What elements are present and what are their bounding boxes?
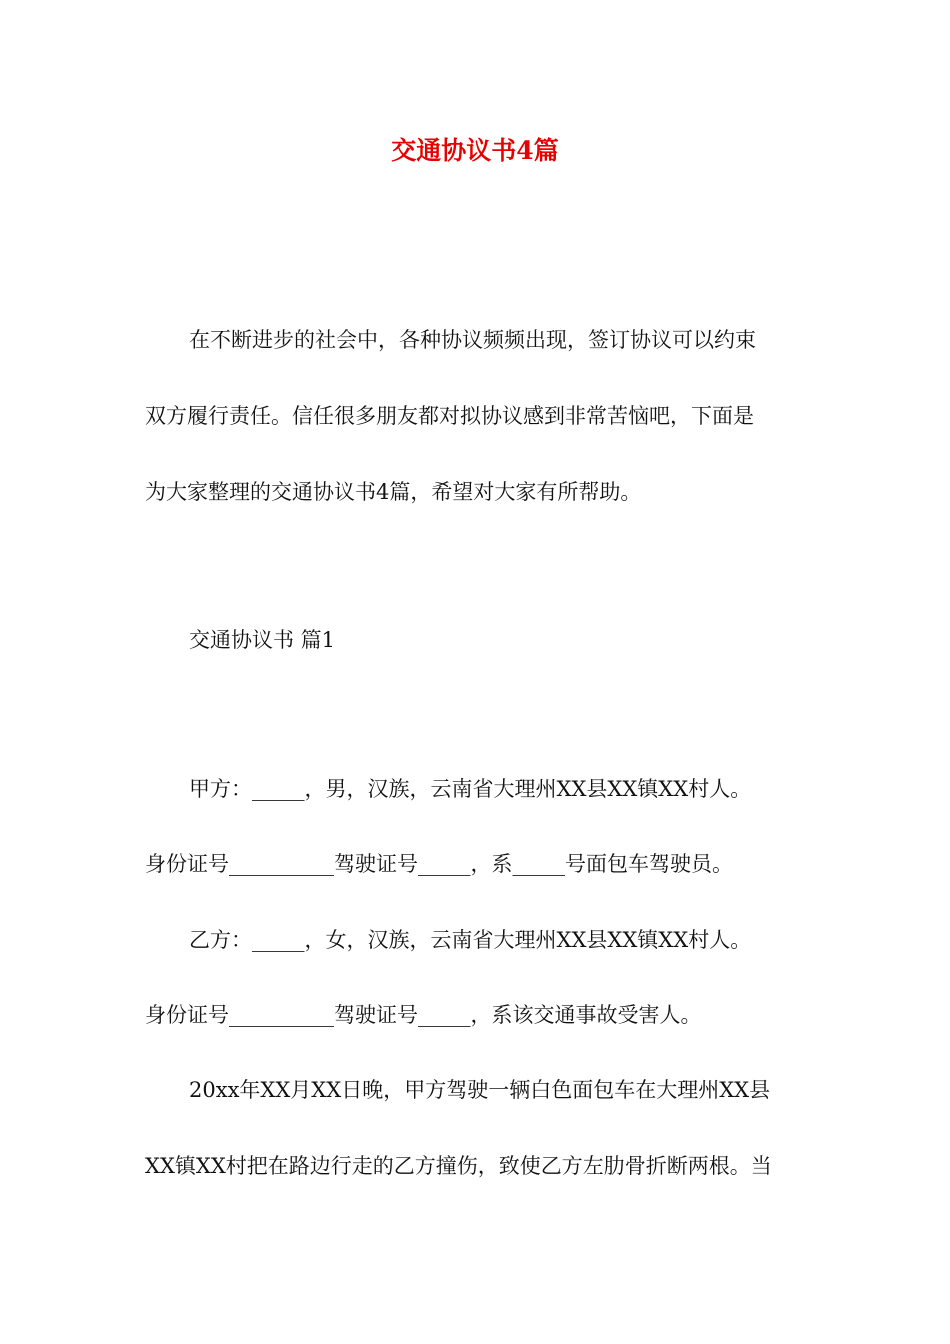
document-title: 交通协议书4篇	[391, 136, 559, 165]
party-a-id-line: 身份证号__________驾驶证号_____，系_____号面包车驾驶员。	[145, 852, 733, 876]
incident-line-2: XX镇XX村把在路边行走的乙方撞伤，致使乙方左肋骨折断两根。当	[145, 1154, 772, 1178]
intro-line-2: 双方履行责任。信任很多朋友都对拟协议感到非常苦恼吧，下面是	[145, 404, 754, 428]
party-b-line: 乙方：_____，女，汉族，云南省大理州XX县XX镇XX村人。	[189, 928, 752, 952]
section-heading: 交通协议书 篇1	[189, 628, 336, 652]
intro-line-3: 为大家整理的交通协议书4篇，希望对大家有所帮助。	[145, 480, 642, 504]
incident-line-1: 20xx年XX月XX日晚，甲方驾驶一辆白色面包车在大理州XX县	[189, 1078, 771, 1102]
party-b-id-line: 身份证号__________驾驶证号_____，系该交通事故受害人。	[145, 1003, 702, 1027]
party-a-line: 甲方：_____，男，汉族，云南省大理州XX县XX镇XX村人。	[189, 777, 752, 801]
intro-line-1: 在不断进步的社会中，各种协议频频出现，签订协议可以约束	[189, 328, 756, 352]
